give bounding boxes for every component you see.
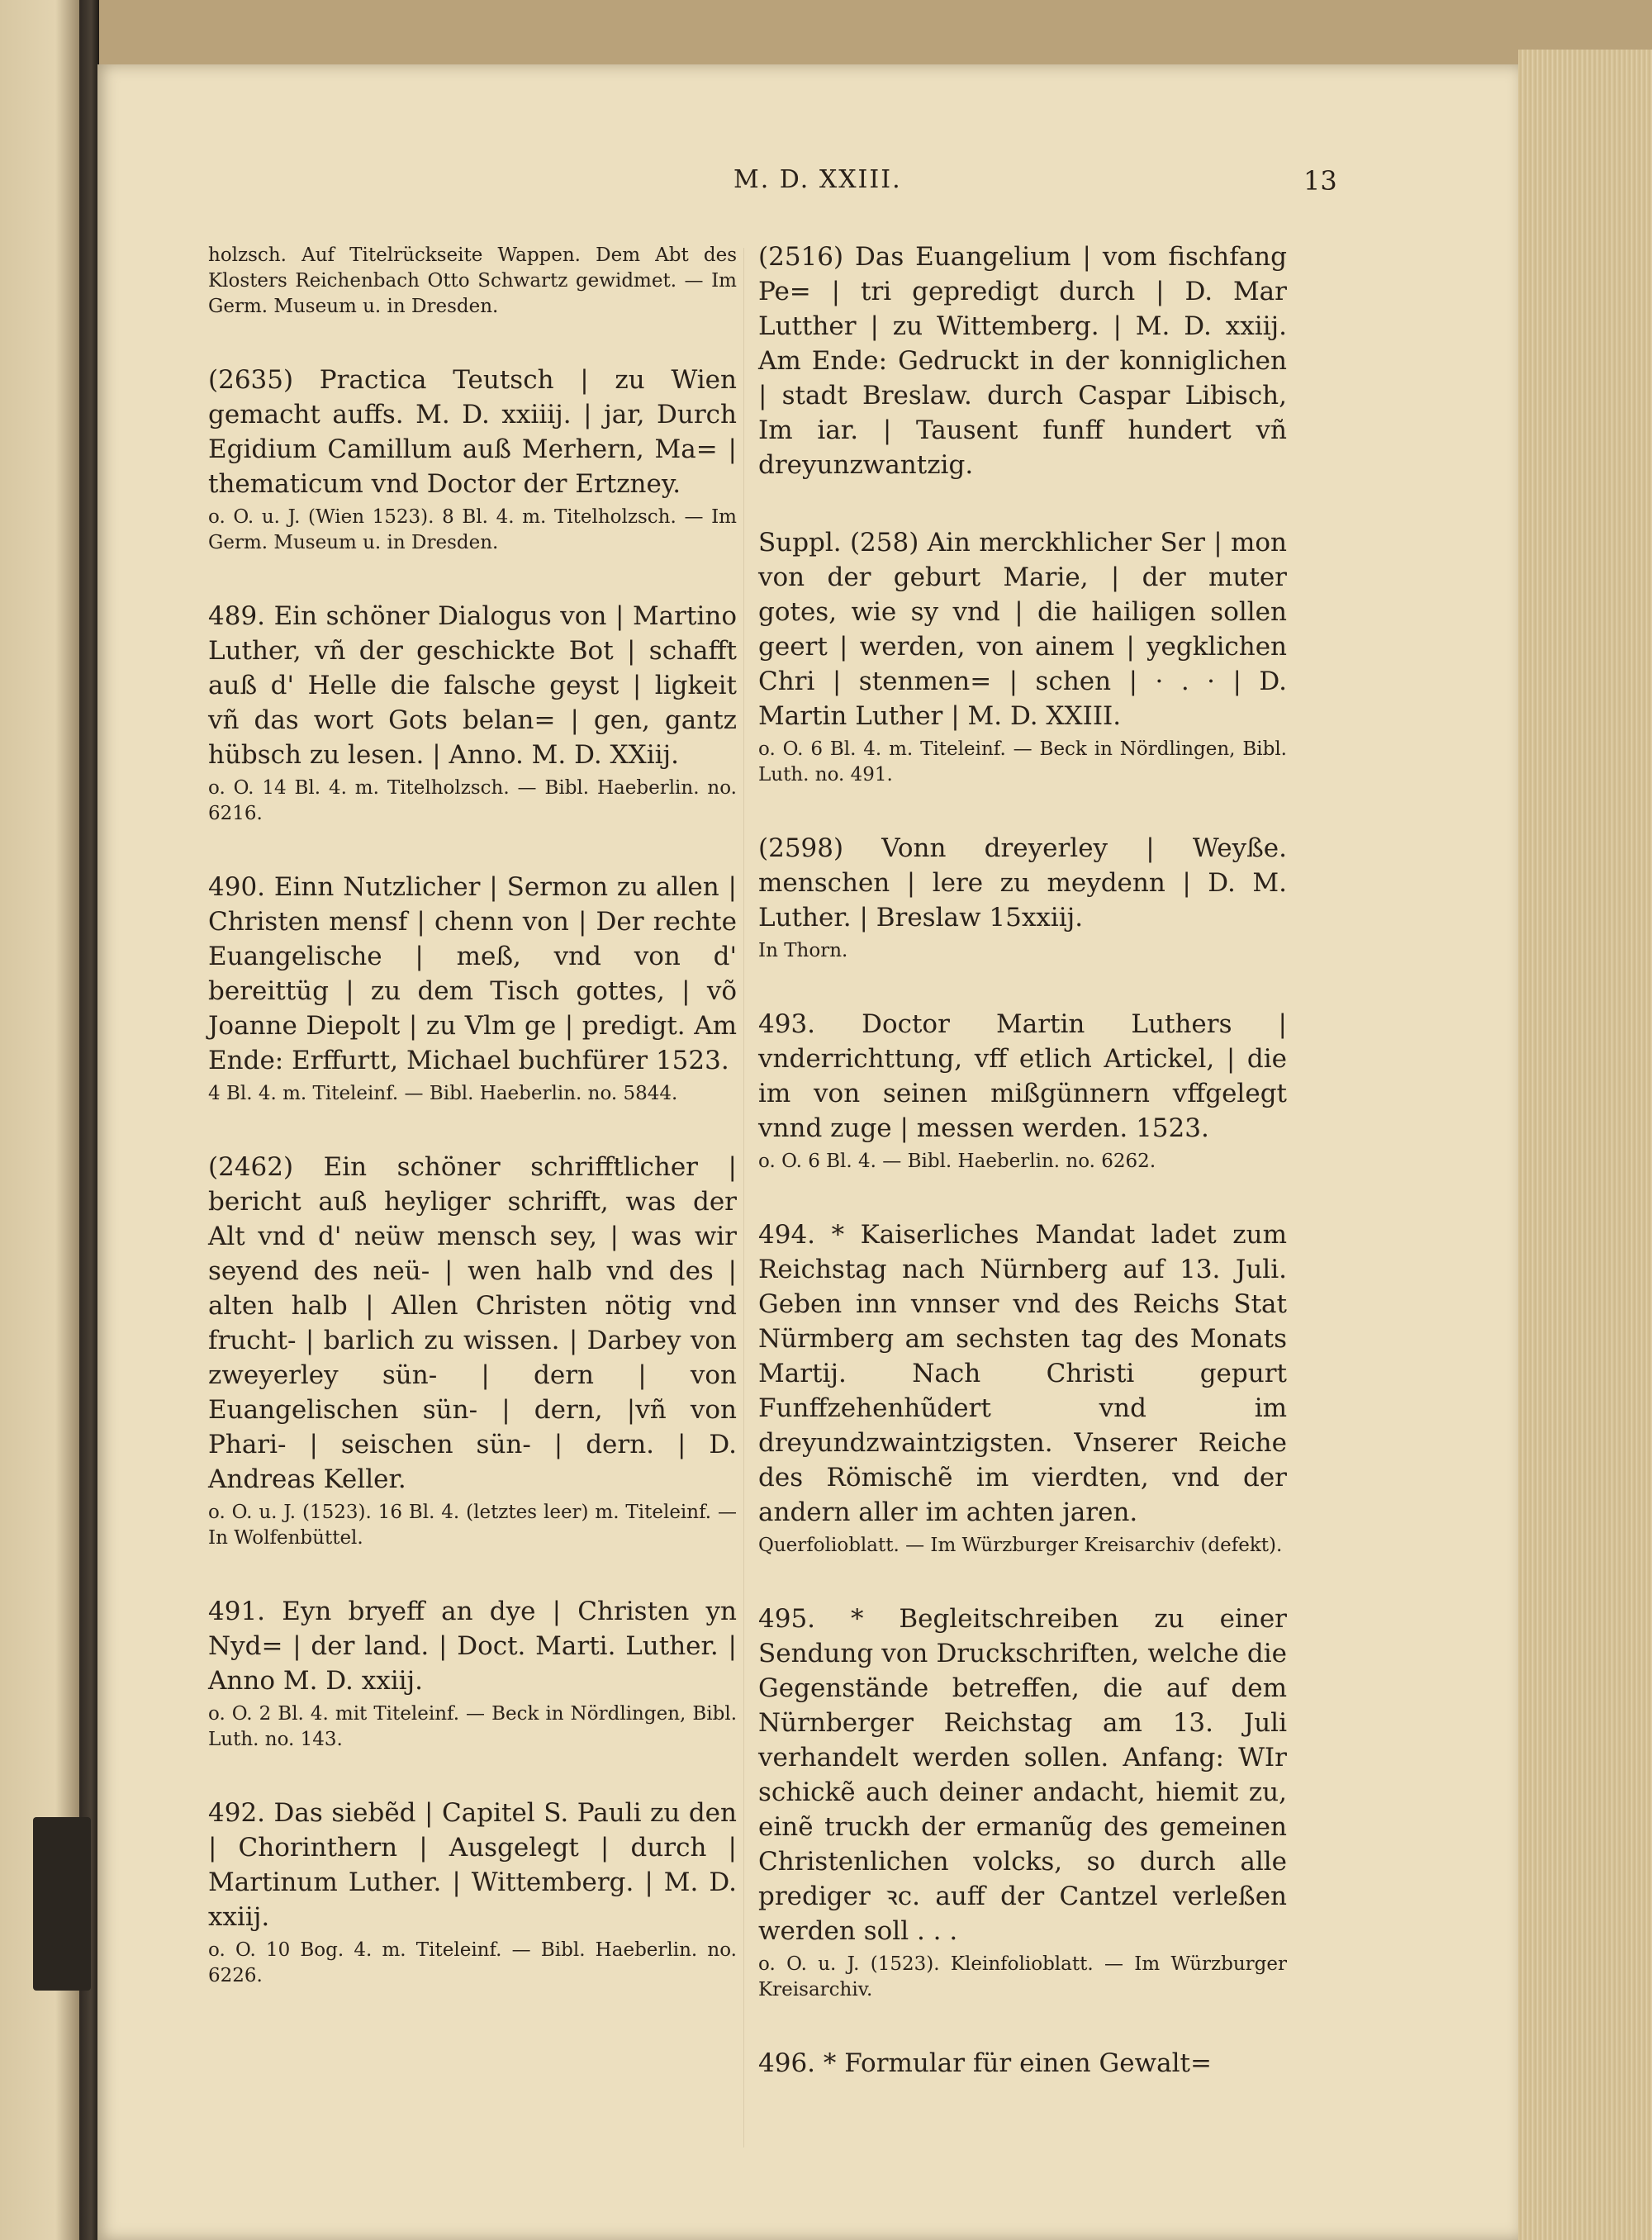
bibliography-entry	[208, 870, 737, 1107]
entry-text: (2598) Vonn dreyerley | Weyße. menschen | lere zu meydenn | D. M. Luther. | Breslaw 15xxiij.	[758, 833, 1287, 933]
right-column	[758, 240, 1287, 2124]
page-stack-edge	[1518, 50, 1652, 2240]
entry-note: o. O. u. J. (1523). 16 Bl. 4. (letztes leer) m. Titeleinf. — In Wolfenbüttel.	[208, 1502, 737, 1549]
entry-note: 4 Bl. 4. m. Titeleinf. — Bibl. Haeberlin. no. 5844.	[208, 1083, 678, 1104]
entry-text: 496. * Formular für einen Gewalt=	[758, 2048, 1212, 2078]
left-column	[208, 240, 737, 2032]
entry-text: (2516) Das Euangelium | vom fischfang Pe= | tri gepredigt durch | D. Mar Lutther | zu Wittemberg. | M. D. xxiij. Am Ende: Gedruckt in der konniglichen | stadt Breslaw. durch Caspar Libisch, Im iar. | Tausent funff hundert vñ dreyunzwantzig.	[758, 242, 1287, 480]
bibliography-entry	[208, 599, 737, 827]
running-title: M. D. XXIII.	[733, 165, 902, 194]
entry-text: Suppl. (258) Ain merckhlicher Ser | mon von der geburt Marie, | der muter gotes, wie sy vnd | die hailigen sollen geert | werden, von ainem | yegklichen Chri | stenmen= | schen | · . · | D. Martin Luther | M. D. XXIII.	[758, 528, 1287, 731]
bibliography-entry	[758, 1217, 1287, 1559]
bibliography-entry	[208, 1150, 737, 1551]
entry-note: o. O. 6 Bl. 4. — Bibl. Haeberlin. no. 6262.	[758, 1151, 1156, 1172]
page-header	[97, 165, 1518, 198]
entry-text: 495. * Begleitschreiben zu einer Sendung von Druckschriften, welche die Gegenstände betreffen, die auf dem Nürnberger Reichstag am 13. Juli verhandelt werden sollen. Anfang: WIr schickẽ auch deiner andacht, hiemit zu, einẽ truckh der ermanũg des gemeinen Christenlichen volcks, so durch alle prediger ꝛc. auff der Cantzel verleßen werden soll . . .	[758, 1604, 1287, 1946]
entry-text: (2635) Practica Teutsch | zu Wien gemacht auffs. M. D. xxiiij. | jar, Durch Egidium Camillum auß Merhern, Ma= | thematicum vnd Doctor der Ertzney.	[208, 365, 737, 499]
column-gutter	[743, 248, 744, 2147]
bibliography-entry	[758, 1602, 1287, 2003]
entry-text: 492. Das siebẽd | Capitel S. Pauli zu den | Chorinthern | Ausgelegt | durch | Martinum Luther. | Wittemberg. | M. D. xxiij.	[208, 1798, 737, 1932]
bibliography-entry	[758, 525, 1287, 788]
bibliography-entry	[208, 1796, 737, 1989]
entry-text: 491. Eyn bryeff an dye | Christen yn Nyd= | der land. | Doct. Marti. Luther. | Anno M. D. xxiij.	[208, 1597, 737, 1696]
bibliography-entry	[758, 240, 1287, 482]
entry-note: o. O. 2 Bl. 4. mit Titeleinf. — Beck in Nördlingen, Bibl. Luth. no. 143.	[208, 1703, 737, 1750]
entry-note: o. O. 6 Bl. 4. m. Titeleinf. — Beck in Nördlingen, Bibl. Luth. no. 491.	[758, 738, 1287, 785]
entry-text: 494. * Kaiserliches Mandat ladet zum Reichstag nach Nürnberg auf 13. Juli. Geben inn vnnser vnd des Reichs Stat Nürmberg am sechsten tag des Monats Martij. Nach Christi gepurt Funffzehenhũdert vnd im dreyundzwaintzigsten. Vnserer Reiche des Römischẽ im vierdten, vnd der andern aller im achten jaren.	[758, 1220, 1287, 1527]
entry-note: o. O. 10 Bog. 4. m. Titeleinf. — Bibl. Haeberlin. no. 6226.	[208, 1939, 737, 1986]
bibliography-entry	[208, 363, 737, 556]
entry-text: 490. Einn Nutzlicher | Sermon zu allen | Christen mensf | chenn von | Der rechte Euangelische | meß, vnd von d' bereittüg | zu dem Tisch gottes, | võ Joanne Diepolt | zu Vlm ge | predigt. Am Ende: Erffurtt, Michael buchfürer 1523.	[208, 872, 737, 1075]
bibliography-entry	[758, 1007, 1287, 1175]
entry-note: holzsch. Auf Titelrückseite Wappen. Dem Abt des Klosters Reichenbach Otto Schwartz gewidmet. — Im Germ. Museum u. in Dresden.	[208, 244, 737, 317]
entry-text: 493. Doctor Martin Luthers | vnderrichttung, vff etlich Artickel, | die im von seinen mißgünnern vffgelegt vnnd zuge | messen werden. 1523.	[758, 1009, 1287, 1143]
entry-note: o. O. u. J. (1523). Kleinfolioblatt. — Im Würzburger Kreisarchiv.	[758, 1953, 1287, 2000]
entry-text: 489. Ein schöner Dialogus von | Martino Luther, vñ der geschickte Bot | schafft auß d' Helle die falsche geyst | ligkeit vñ das wort Gots belan= | gen, gantz hübsch zu lesen. | Anno. M. D. XXiij.	[208, 601, 737, 770]
bibliography-entry	[208, 1594, 737, 1753]
entry-note: Querfolioblatt. — Im Würzburger Kreisarchiv (defekt).	[758, 1535, 1283, 1556]
entry-note: o. O. u. J. (Wien 1523). 8 Bl. 4. m. Titelholzsch. — Im Germ. Museum u. in Dresden.	[208, 506, 737, 553]
bibliography-entry	[758, 831, 1287, 964]
entry-text: (2462) Ein schöner schrifftlicher | bericht auß heyliger schrifft, was der Alt vnd d' neüw mensch sey, | was wir seyend des neü- | wen halb vnd des | alten halb | Allen Christen nötig vnd frucht- | barlich zu wissen. | Darbey von zweyerley sün- | dern | von Euangelischen sün- | dern, |vñ von Phari- | seischen sün- | dern. | D. Andreas Keller.	[208, 1152, 737, 1494]
bibliography-entry	[758, 2046, 1287, 2081]
entry-note: o. O. 14 Bl. 4. m. Titelholzsch. — Bibl. Haeberlin. no. 6216.	[208, 777, 737, 824]
bibliography-entry	[208, 243, 737, 320]
entry-note: In Thorn.	[758, 940, 848, 961]
page-number: 13	[1303, 165, 1337, 197]
binding-tab	[33, 1817, 91, 1991]
